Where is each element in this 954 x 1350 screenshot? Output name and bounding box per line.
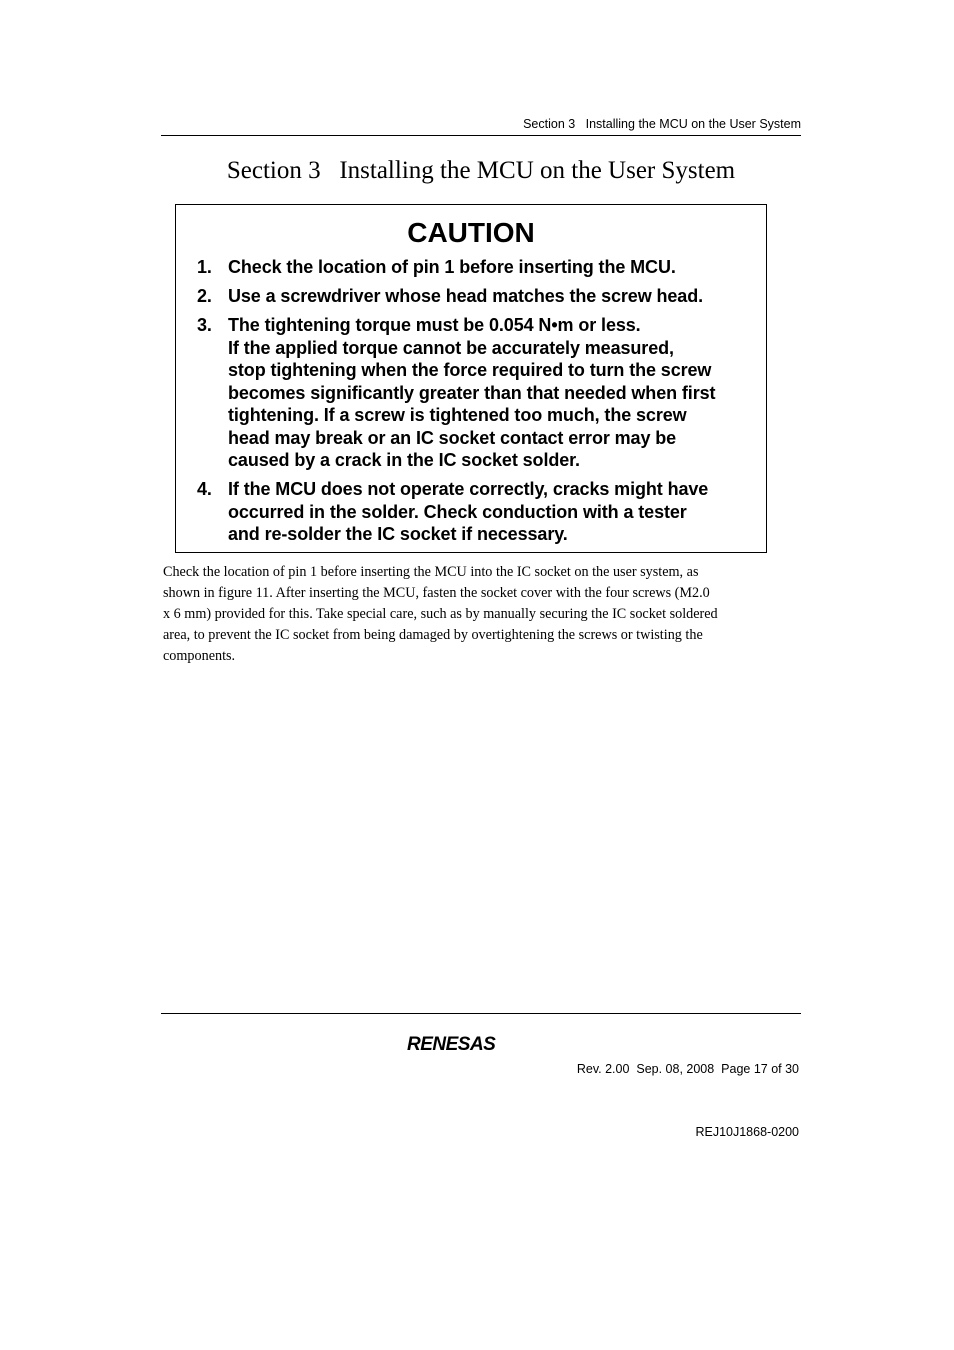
footer-rule	[161, 1013, 801, 1014]
body-paragraph	[163, 562, 803, 667]
revision-line: Rev. 2.00 Sep. 08, 2008 Page 17 of 30	[576, 1062, 799, 1076]
body-text-line: x 6 mm) provided for this. Take special care, such as by manually securing the IC socket soldered	[163, 606, 718, 622]
caution-item	[197, 478, 763, 546]
caution-box	[175, 204, 767, 553]
running-header: Section 3 Installing the MCU on the User System	[523, 117, 801, 131]
caution-item-text: If the MCU does not operate correctly, cracks might have	[228, 479, 709, 499]
document-number: REJ10J1868-0200	[695, 1125, 799, 1139]
caution-item-number: 4.	[197, 479, 212, 499]
caution-item-text: tightening. If a screw is tightened too much, the screw	[228, 405, 687, 425]
caution-item-number: 3.	[197, 315, 212, 335]
caution-item-text: head may break or an IC socket contact error may be	[228, 427, 677, 448]
caution-item-text: caused by a crack in the IC socket solder.	[228, 450, 580, 470]
renesas-logo-text: RENESAS	[407, 1034, 496, 1053]
caution-item-text: and re-solder the IC socket if necessary.	[228, 524, 568, 544]
caution-item-text: becomes significantly greater than that needed when first	[228, 382, 716, 403]
caution-title: CAUTION	[407, 217, 535, 248]
caution-item-number: 2.	[197, 286, 212, 306]
body-text-line: shown in figure 11. After inserting the MCU, fasten the socket cover with the four screws (M2.0	[163, 585, 710, 601]
caution-item-text: If the applied torque cannot be accurately measured,	[228, 337, 674, 358]
caution-list	[197, 256, 763, 552]
caution-item-number: 1.	[197, 257, 212, 277]
caution-item	[197, 314, 763, 472]
body-text-line: Check the location of pin 1 before inserting the MCU into the IC socket on the user system, as	[163, 564, 699, 580]
caution-item-text: The tightening torque must be 0.054 N•m or less.	[228, 315, 641, 335]
section-title: Section 3 Installing the MCU on the User System	[226, 157, 736, 184]
body-text-line: components.	[163, 648, 236, 664]
caution-item-text: occurred in the solder. Check conduction with a tester	[228, 501, 687, 522]
caution-item	[197, 285, 763, 308]
caution-item-text: Check the location of pin 1 before inserting the MCU.	[228, 257, 676, 277]
caution-item-text: Use a screwdriver whose head matches the screw head.	[228, 286, 704, 306]
caution-item-text: stop tightening when the force required to turn the screw	[228, 360, 712, 380]
caution-item	[197, 256, 763, 279]
header-rule	[161, 135, 801, 136]
body-text-line: area, to prevent the IC socket from being damaged by overtightening the screws or twisting the	[163, 627, 703, 643]
footer-info	[161, 1017, 799, 1164]
